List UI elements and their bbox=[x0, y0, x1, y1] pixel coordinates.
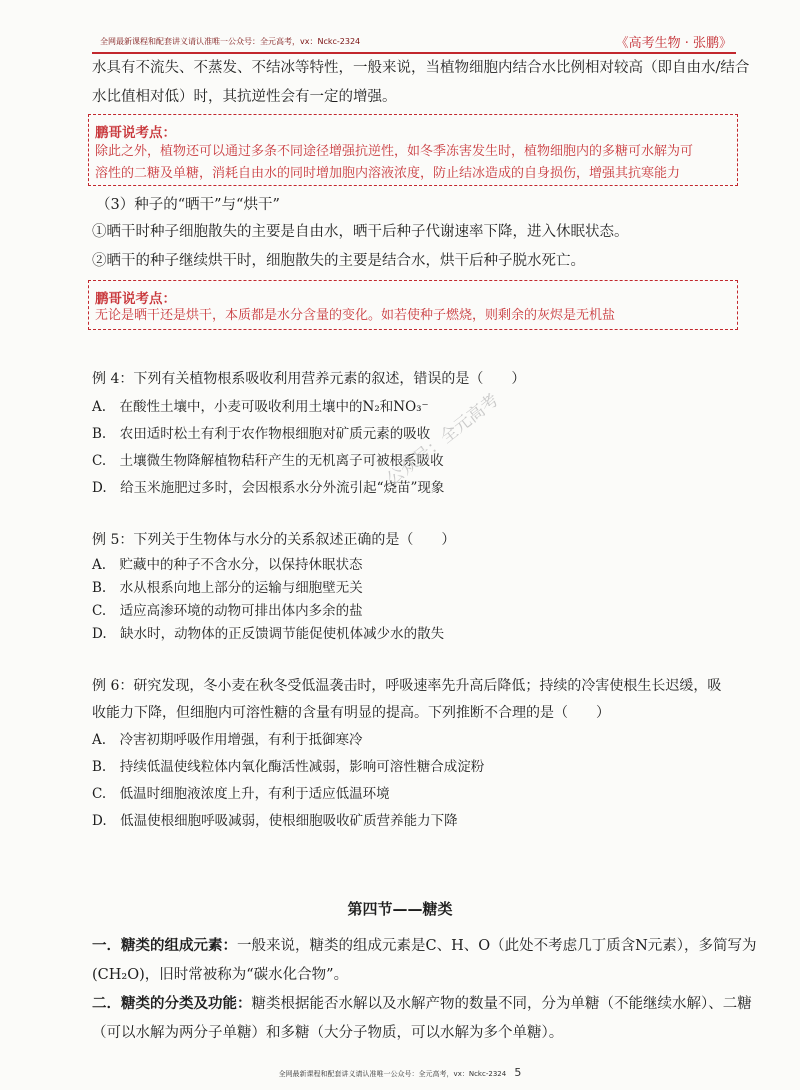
exam-tip-line-1: 除此之外，植物还可以通过多条不同途径增强抗逆性，如冬季冻害发生时，植物细胞内的多糖可水解为可 bbox=[95, 144, 694, 159]
exam-tip-box-1 bbox=[88, 114, 738, 186]
seed-heading: （3）种子的“晒干”与“烘干” bbox=[96, 197, 280, 213]
sugar-classification-text: 糖类根据能否水解以及水解产物的数量不同，分为单糖（不能继续水解）、二糖 bbox=[251, 996, 752, 1012]
exam-tip-line-2: 溶性的二糖及单糖，消耗自由水的同时增加胞内溶液浓度，防止结冰造成的自身损伤，增强其抗寒能力 bbox=[95, 166, 681, 181]
example-4-option-d: D. 给玉米施肥过多时，会因根系水分外流引起“烧苗”现象 bbox=[92, 480, 445, 496]
example-4-option-c: C. 土壤微生物降解植物秸秆产生的无机离子可被根系吸收 bbox=[92, 453, 444, 469]
sugar-elements-continued: (CH₂O)，旧时常被称为“碳水化合物”。 bbox=[92, 967, 349, 983]
example-6-question-line-2: 收能力下降，但细胞内可溶性糖的含量有明显的提高。下列推断不合理的是（ ） bbox=[92, 705, 610, 721]
example-6-option-a: A. 冷害初期呼吸作用增强，有利于抵御寒冷 bbox=[92, 732, 363, 748]
exam-tip-box-2 bbox=[88, 280, 738, 330]
example-5-option-c: C. 适应高渗环境的动物可排出体内多余的盐 bbox=[92, 603, 363, 619]
sugar-classification-label: 二．糖类的分类及功能： bbox=[92, 995, 252, 1012]
header-divider bbox=[92, 52, 736, 54]
intro-line-1: 水具有不流失、不蒸发、不结冰等特性，一般来说，当植物细胞内结合水比例相对较高（即自由水/结合 bbox=[92, 60, 750, 76]
sugar-classification-continued: （可以水解为两分子单糖）和多糖（大分子物质，可以水解为多个单糖）。 bbox=[92, 1025, 564, 1041]
sugar-elements-label: 一．糖类的组成元素： bbox=[92, 937, 237, 954]
exam-tip-line-1: 无论是晒干还是烘干，本质都是水分含量的变化。如若使种子燃烧，则剩余的灰烬是无机盐 bbox=[95, 308, 616, 323]
example-6-question-line-1: 例 6：研究发现，冬小麦在秋冬受低温袭击时，呼吸速率先升高后降低；持续的冷害使根生长迟缓，吸 bbox=[92, 678, 722, 694]
example-4-question: 例 4：下列有关植物根系吸收利用营养元素的叙述，错误的是（ ） bbox=[92, 371, 526, 387]
page-number: 5 bbox=[514, 1066, 522, 1079]
intro-line-2: 水比值相对低）时，其抗逆性会有一定的增强。 bbox=[92, 89, 397, 105]
exam-tip-title: 鹏哥说考点： bbox=[95, 125, 176, 141]
seed-point-1: ①晒干时种子细胞散失的主要是自由水，晒干后种子代谢速率下降，进入休眠状态。 bbox=[92, 224, 629, 240]
example-5-option-b: B. 水从根系向地上部分的运输与细胞壁无关 bbox=[92, 580, 363, 596]
example-5-option-d: D. 缺水时，动物体的正反馈调节能促使机体减少水的散失 bbox=[92, 626, 445, 642]
example-6-option-d: D. 低温使根细胞呼吸减弱，使根细胞吸收矿质营养能力下降 bbox=[92, 813, 458, 829]
example-6-option-c: C. 低温时细胞液浓度上升，有利于适应低温环境 bbox=[92, 786, 390, 802]
section-title: 第四节——糖类 bbox=[347, 900, 453, 918]
seed-point-2: ②晒干的种子继续烘干时，细胞散失的主要是结合水，烘干后种子脱水死亡。 bbox=[92, 253, 585, 269]
example-4-option-b: B. 农田适时松土有利于农作物根细胞对矿质元素的吸收 bbox=[92, 426, 431, 442]
sugar-elements-paragraph bbox=[92, 936, 757, 956]
example-5-option-a: A. 贮藏中的种子不含水分，以保持休眠状态 bbox=[92, 557, 363, 573]
header-brand: 《高考生物 · 张鹏》 bbox=[615, 36, 732, 51]
example-4-option-a: A. 在酸性土壤中，小麦可吸收利用土壤中的N₂和NO₃⁻ bbox=[92, 399, 429, 415]
example-5-question: 例 5：下列关于生物体与水分的关系叙述正确的是（ ） bbox=[92, 532, 456, 548]
exam-tip-title: 鹏哥说考点： bbox=[95, 291, 176, 307]
sugar-classification-paragraph bbox=[92, 994, 752, 1014]
header-note: 全网最新课程和配套讲义请认准唯一公众号：全元高考，vx：Nckc-2324 bbox=[100, 37, 361, 46]
sugar-elements-text: 一般来说，糖类的组成元素是C、H、O（此处不考虑几丁质含N元素），多简写为 bbox=[237, 938, 757, 954]
watermark-text: 公众号：全元高考 bbox=[383, 390, 503, 490]
example-6-option-b: B. 持续低温使线粒体内氧化酶活性减弱，影响可溶性糖合成淀粉 bbox=[92, 759, 485, 775]
footer-text: 全网最新课程和配套讲义请认准唯一公众号：全元高考，vx：Nckc-2324 bbox=[278, 1070, 507, 1078]
footer-note bbox=[0, 1066, 800, 1079]
